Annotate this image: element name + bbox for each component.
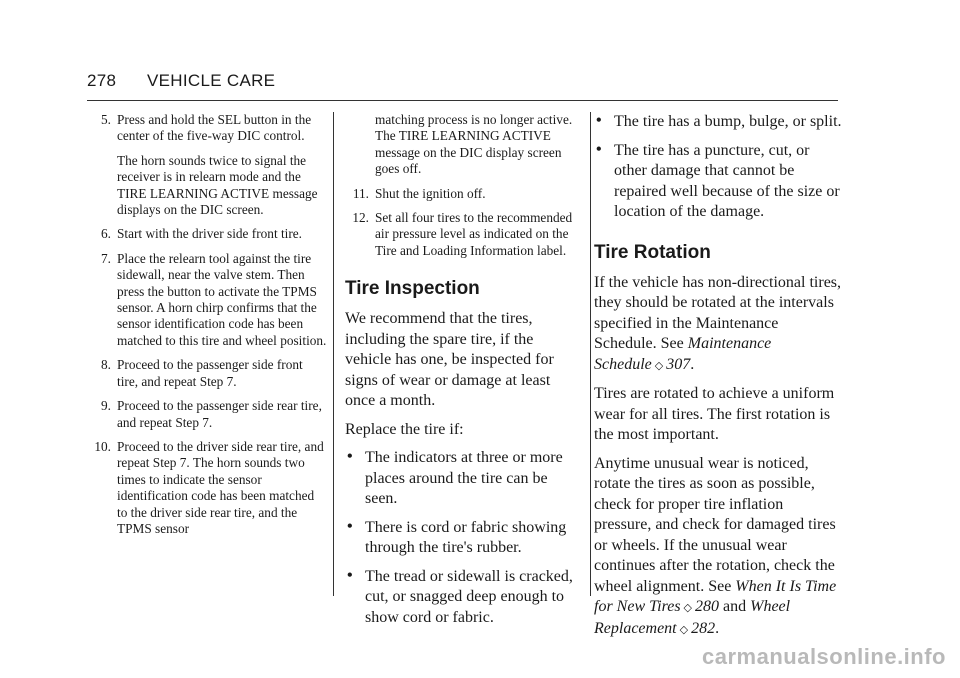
step-11 [345, 186, 577, 202]
section-title: VEHICLE CARE [147, 71, 276, 90]
step-text: Place the relearn tool against the tire sidewall, near the valve stem. Then press the button to activate the TPMS sensor. A horn chirp confirms that the sensor identification code has been matched to this tire and wheel position. [117, 250, 327, 348]
step-10-continued [345, 112, 577, 178]
paragraph: Anytime unusual wear is noticed, rotate the tires as soon as possible, check for proper tire inflation pressure, and check for damaged tires or wheels. If the unusual wear continues after the rotation, check the wheel alignment. See When It Is Time for New Tires ◇ 280 and Wheel Replacement ◇ 282. [594, 454, 837, 637]
heading-tire-rotation: Tire Rotation [594, 241, 711, 263]
step-number: 12. [352, 210, 369, 226]
bullet-item [345, 518, 577, 559]
step-number: 6. [101, 226, 111, 242]
step-10 [87, 439, 327, 537]
page-reference[interactable]: 280 [695, 598, 720, 615]
step-number: 11. [352, 185, 369, 201]
step-9 [87, 398, 327, 431]
column-divider [590, 112, 591, 596]
bullet-text: The tire has a bump, bulge, or split. [614, 113, 842, 130]
paragraph: Tires are rotated to achieve a uniform wear for all tires. The first rotation is the most important. [594, 385, 835, 443]
step-12 [345, 210, 577, 259]
step-5-note [87, 153, 327, 219]
bullet-icon: • [596, 112, 602, 129]
page-reference[interactable]: 282 [691, 619, 716, 637]
cross-reference-link[interactable]: Wheel Replacement [594, 598, 791, 637]
step-5 [87, 112, 327, 145]
step-6 [87, 226, 327, 242]
step-text: Proceed to the passenger side front tire, and repeat Step 7. [117, 357, 303, 389]
bullet-icon: • [596, 140, 602, 158]
step-7 [87, 251, 327, 349]
bullet-icon: • [347, 517, 353, 535]
step-number: 9. [101, 398, 111, 414]
step-number: 8. [101, 357, 111, 373]
page-ref-icon: ◇ [679, 622, 689, 636]
step-text: Shut the ignition off. [375, 185, 486, 201]
column-1 [87, 112, 327, 545]
column-divider [333, 112, 334, 596]
bullet-item [345, 567, 577, 629]
paragraph: We recommend that the tires, including the spare tire, if the vehicle has one, be inspected for signs of wear or damage at least once a month. [345, 310, 554, 410]
bullet-item [345, 448, 577, 510]
step-text: Set all four tires to the recommended air pressure level as indicated on the Tire and Loading Information label. [375, 210, 573, 258]
paragraph-text: If the vehicle has non-directional tires, they should be rotated at the intervals specified in the Maintenance Schedule. See [594, 273, 842, 352]
page-header [87, 70, 838, 101]
step-text: matching process is no longer active. The TIRE LEARNING ACTIVE message on the DIC display screen goes off. [375, 112, 573, 177]
bullet-text: The tread or sidewall is cracked, cut, or snagged deep enough to show cord or fabric. [365, 567, 573, 626]
paragraph-text: Anytime unusual wear is noticed, rotate the tires as soon as possible, check for proper tire inflation pressure, and check for damaged tires or wheels. If the unusual wear continues after the rotation, check the wheel alignment. See [594, 454, 836, 595]
bullet-icon: • [347, 448, 353, 466]
page-reference[interactable]: 307 [666, 355, 691, 373]
column-2 [345, 112, 577, 636]
watermark: carmanualsonline.info [702, 644, 946, 669]
page-ref-icon: ◇ [654, 358, 664, 372]
step-number: 7. [101, 250, 111, 266]
step-text: Proceed to the passenger side rear tire, and repeat Step 7. [117, 398, 322, 430]
bullet-item [594, 141, 844, 223]
paragraph: If the vehicle has non-directional tires, they should be rotated at the intervals specified in the Maintenance Schedule. See Maintenance Schedule ◇ 307. [594, 273, 842, 373]
bullet-text: The indicators at three or more places around the tire can be seen. [365, 449, 563, 508]
paragraph: Replace the tire if: [345, 420, 464, 438]
page-ref-icon: ◇ [683, 601, 693, 614]
cross-reference-link[interactable]: Maintenance Schedule [594, 335, 772, 373]
step-note-text: The horn sounds twice to signal the receiver is in relearn mode and the TIRE LEARNING ACTIVE message displays on the DIC screen. [117, 152, 318, 218]
bullet-text: There is cord or fabric showing through the tire's rubber. [365, 518, 567, 557]
column-3 [594, 112, 844, 648]
page-number: 278 [87, 71, 117, 90]
step-number: 10. [94, 438, 111, 454]
step-text: Press and hold the SEL button in the center of the five-way DIC control. [117, 112, 312, 144]
step-text: Proceed to the driver side rear tire, and repeat Step 7. The horn sounds two times to indicate the sensor identification code has been matched to the driver side rear tire, and the TPMS sensor [117, 438, 324, 536]
bullet-item [594, 112, 844, 133]
bullet-text: The tire has a puncture, cut, or other damage that cannot be repaired well because of the size or location of the damage. [614, 141, 840, 220]
step-number: 5. [101, 112, 111, 127]
step-text: Start with the driver side front tire. [117, 226, 303, 242]
bullet-icon: • [347, 566, 353, 584]
conjunction-text: and [723, 598, 747, 615]
heading-tire-inspection: Tire Inspection [345, 278, 480, 300]
step-8 [87, 357, 327, 390]
cross-reference-link[interactable]: When It Is Time for New Tires [594, 577, 837, 615]
